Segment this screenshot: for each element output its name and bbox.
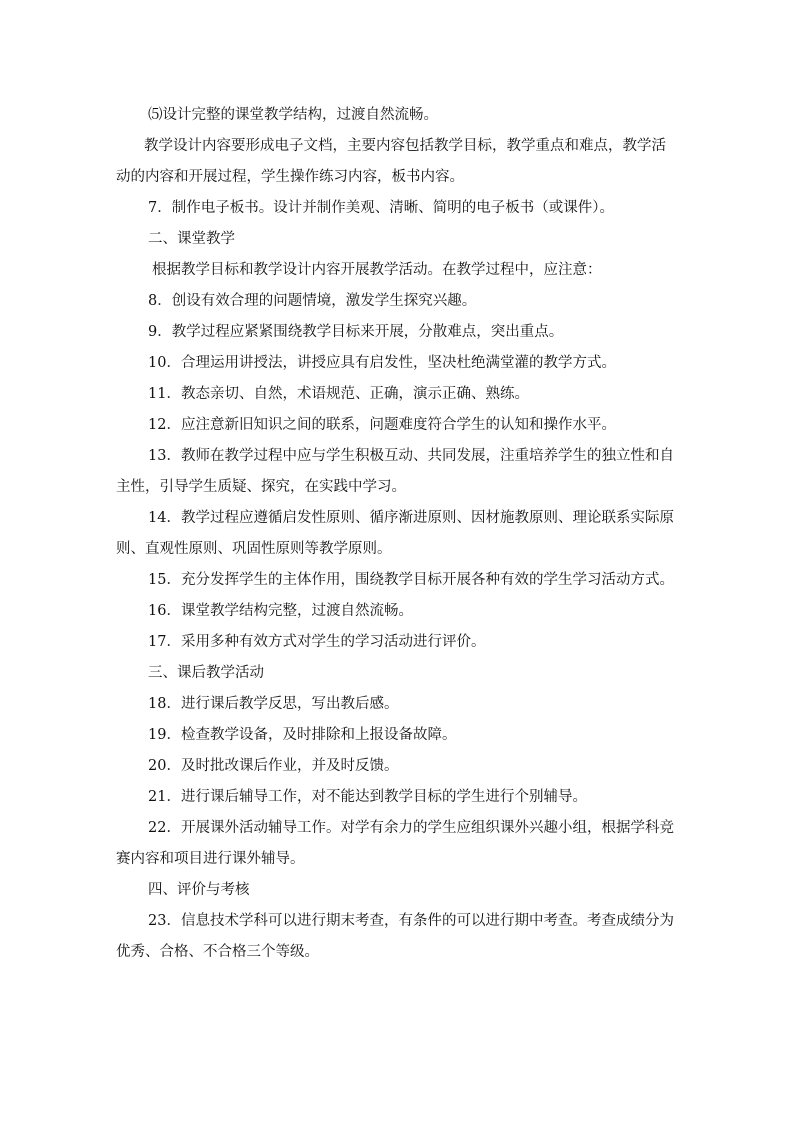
paragraph-item-23: 23．信息技术学科可以进行期末考查，有条件的可以进行期中考查。考查成绩分为优秀、合格、不合格三个等级。	[116, 913, 674, 960]
paragraph-item-13: 13．教师在教学过程中应与学生积极互动、共同发展，注重培养学生的独立性和自主性，引导学生质疑、探究，在实践中学习。	[116, 448, 674, 495]
paragraph-item-16: 16．课堂教学结构完整，过渡自然流畅。	[148, 603, 413, 619]
paragraph-design-document: 教学设计内容要形成电子文档，主要内容包括教学目标，教学重点和难点，教学活动的内容和开展过程，学生操作练习内容，板书内容。	[116, 138, 666, 185]
paragraph-item-21: 21．进行课后辅导工作，对不能达到教学目标的学生进行个别辅导。	[148, 789, 587, 805]
section-heading-classroom-teaching: 二、课堂教学	[148, 231, 235, 247]
section-heading-evaluation: 四、评价与考核	[148, 882, 250, 898]
paragraph-item-15: 15．充分发挥学生的主体作用，围绕教学目标开展各种有效的学生学习活动方式。	[148, 572, 674, 588]
paragraph-item-12: 12．应注意新旧知识之间的联系，问题难度符合学生的认知和操作水平。	[148, 417, 616, 433]
paragraph-item-8: 8．创设有效合理的问题情境，激发学生探究兴趣。	[148, 293, 477, 309]
paragraph-item-19: 19．检查教学设备，及时排除和上报设备故障。	[148, 727, 457, 743]
paragraph-classroom-intro: 根据教学目标和教学设计内容开展教学活动。在教学过程中，应注意：	[152, 262, 602, 278]
paragraph-item-10: 10．合理运用讲授法，讲授应具有启发性，坚决杜绝满堂灌的教学方式。	[148, 355, 616, 371]
paragraph-item-9: 9．教学过程应紧紧围绕教学目标来开展，分散难点，突出重点。	[148, 324, 564, 340]
paragraph-item-11: 11．教态亲切、自然，术语规范、正确，演示正确、熟练。	[148, 386, 529, 402]
paragraph-item-7: 7．制作电子板书。设计并制作美观、清晰、简明的电子板书（或课件）。	[148, 200, 614, 216]
paragraph-item-14: 14．教学过程应遵循启发性原则、循序渐进原则、因材施教原则、理论联系实际原则、直观性原则、巩固性原则等教学原则。	[116, 510, 674, 557]
section-heading-after-class: 三、课后教学活动	[148, 665, 264, 681]
paragraph-item-22: 22．开展课外活动辅导工作。对学有余力的学生应组织课外兴趣小组，根据学科竞赛内容和项目进行课外辅导。	[116, 820, 674, 867]
paragraph-item-20: 20．及时批改课后作业，并及时反馈。	[148, 758, 399, 774]
paragraph-item-18: 18．进行课后教学反思，写出教后感。	[148, 696, 399, 712]
paragraph-design-structure: ⑸设计完整的课堂教学结构，过渡自然流畅。	[148, 107, 438, 123]
paragraph-item-17: 17．采用多种有效方式对学生的学习活动进行评价。	[148, 634, 486, 650]
document-body	[116, 100, 676, 968]
